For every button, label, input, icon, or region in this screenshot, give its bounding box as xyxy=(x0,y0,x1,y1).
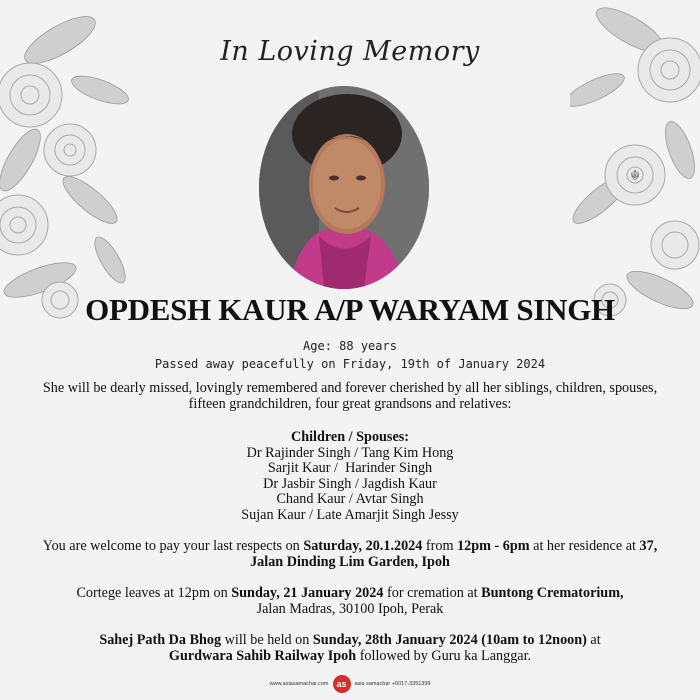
family-member: Sarjit Kaur / Harinder Singh xyxy=(267,460,433,477)
family-member: Chand Kaur / Avtar Singh xyxy=(276,491,424,508)
family-member: Dr Jasbir Singh / Jagdish Kaur xyxy=(263,475,437,492)
page-heading: In Loving Memory xyxy=(220,36,480,67)
deceased-name: OPDESH KAUR A/P WARYAM SINGH xyxy=(85,292,615,327)
asia-samachar-logo: as xyxy=(333,675,351,693)
footer xyxy=(0,674,700,694)
portrait-photo xyxy=(259,86,429,289)
cortege-notice: Cortege leaves at 12pm on Sunday, 21 January 2024 for cremation at Buntong Crematorium, Jalan Madras, 30100 Ipoh, Perak xyxy=(76,585,624,617)
family-list xyxy=(200,430,500,524)
bhog-notice: Sahej Path Da Bhog will be held on Sunday, 28th January 2024 (10am to 12noon) at Gurdwara Sahib Railway Ipoh followed by Guru ka Langgar. xyxy=(99,632,601,664)
passed-away-line: Passed away peacefully on Friday, 19th of January 2024 xyxy=(154,357,546,371)
remembrance-message: She will be dearly missed, lovingly remembered and forever cherished by all her siblings, children, spouses, fifteen grandchildren, four great grandsons and relatives: xyxy=(42,380,658,412)
age-line: Age: 88 years xyxy=(303,339,397,353)
footer-contact: asia samachar +6017-3351399 xyxy=(354,681,431,687)
respects-notice: You are welcome to pay your last respects on Saturday, 20.1.2024 from 12pm - 6pm at her residence at 37, Jalan Dinding Lim Garden, Ipoh xyxy=(42,538,658,570)
family-heading: Children / Spouses: xyxy=(290,429,409,445)
family-member: Sujan Kaur / Late Amarjit Singh Jessy xyxy=(241,506,459,523)
family-member: Dr Rajinder Singh / Tang Kim Hong xyxy=(246,444,454,461)
khanda-icon: ☬ xyxy=(630,168,640,184)
footer-website[interactable]: www.asiasamachar.com xyxy=(269,681,329,687)
